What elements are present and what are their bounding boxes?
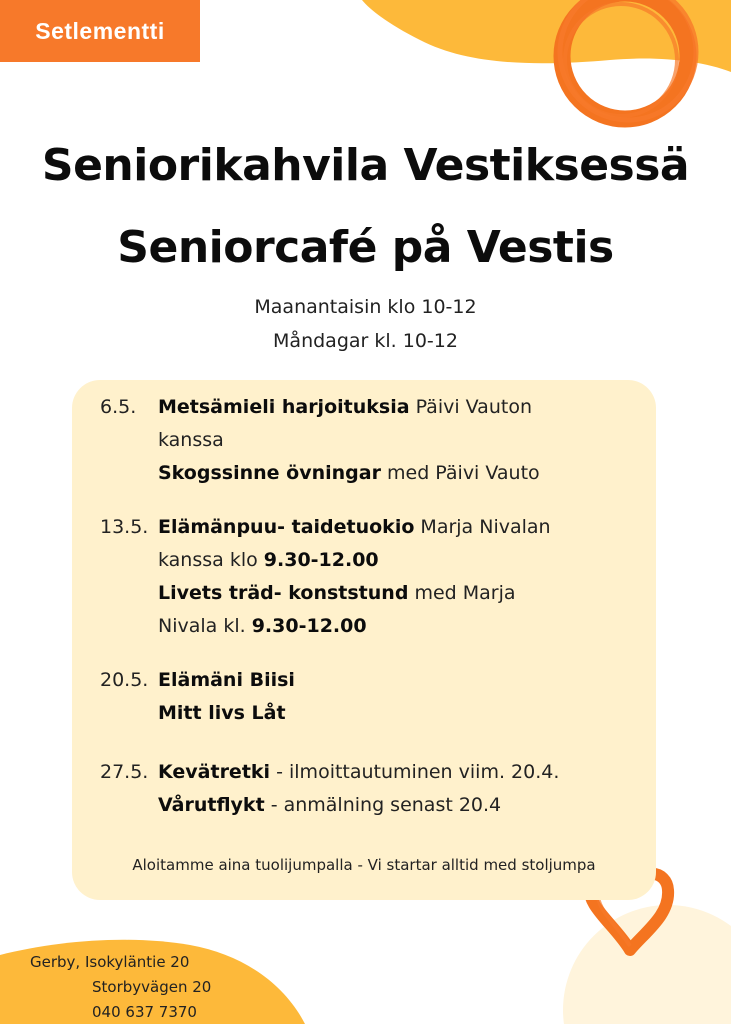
title-finnish: Seniorikahvila Vestiksessä [41,140,690,191]
event-host-fi-cont: kanssa [158,429,224,451]
event-title-fi: Elämäni Biisi [158,669,295,691]
event-title-sv: Livets träd- konststund [158,582,409,604]
event-date: 6.5. [100,396,137,418]
event-date: 20.5. [100,669,149,691]
event-title-fi: Metsämieli harjoituksia [158,396,410,418]
event-title-fi: Kevätretki [158,761,271,783]
schedule-swedish: Måndagar kl. 10-12 [273,330,458,352]
event-time-sv: 9.30-12.00 [251,615,367,637]
event-detail-fi: - ilmoittautuminen viim. 20.4. [270,761,560,783]
event-time-fi: 9.30-12.00 [263,549,379,571]
event-title-fi: Elämänpuu- taidetuokio [158,516,415,538]
event-host-fi: Päivi Vauton [409,396,532,418]
event-host-sv: med Marja [408,582,516,604]
event-detail-sv: - anmälning senast 20.4 [264,794,502,816]
footer-note: Aloitamme aina tuolijumpalla - Vi startar alltid med stoljumpa [132,856,596,874]
event-date: 13.5. [100,516,149,538]
address-line-2: Storbyvägen 20 [92,978,212,996]
address-line-1: Gerby, Isokyläntie 20 [30,953,190,971]
brand-label: Setlementti [35,17,165,44]
event-title-sv: Vårutflykt [158,794,265,816]
schedule-finnish: Maanantaisin klo 10-12 [254,296,477,318]
event-title-sv: Mitt livs Låt [158,702,286,724]
phone-number: 040 637 7370 [92,1003,197,1021]
brand-badge [0,0,200,62]
title-swedish: Seniorcafé på Vestis [117,222,614,273]
event-date: 27.5. [100,761,149,783]
event-host-sv-cont: Nivala kl. [158,615,252,637]
event-host-fi: Marja Nivalan [414,516,551,538]
event-host-fi-cont: kanssa klo [158,549,264,571]
pale-circle-bottom-right [563,905,731,1024]
event-title-sv: Skogssinne övningar [158,462,381,484]
event-host-sv: med Päivi Vauto [380,462,540,484]
